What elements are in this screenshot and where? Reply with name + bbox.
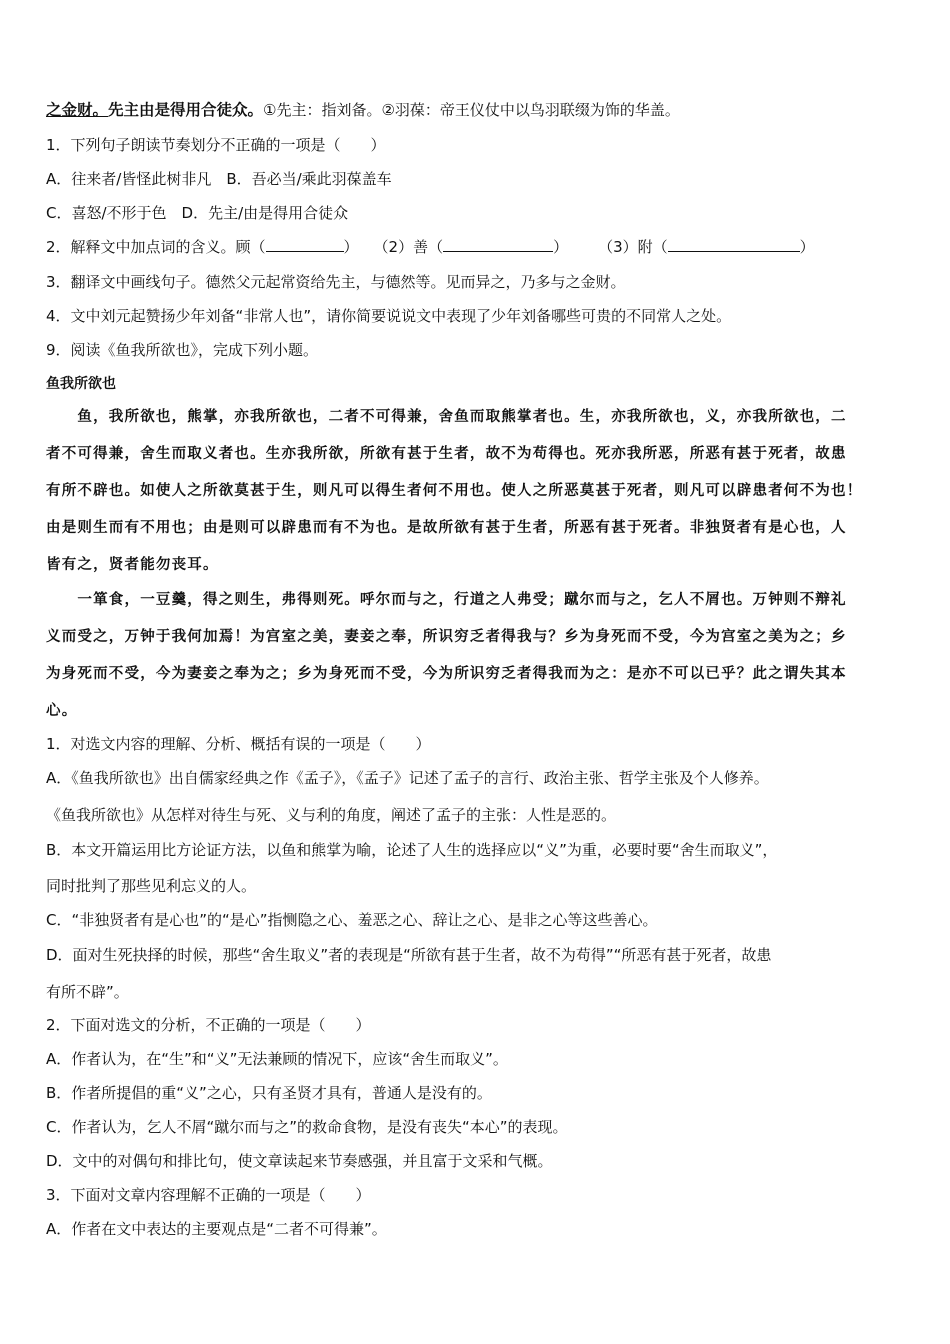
option-9-1-d-cont: 有所不辟”。: [46, 983, 129, 1001]
option-9-1-a: A．《鱼我所欲也》出自儒家经典之作《孟子》，《孟子》记述了孟子的言行、政治主张、哲学主张及个人修养。: [46, 769, 769, 787]
option-9-2-d: D．文中的对偶句和排比句，使文章读起来节奏感强，并且富于文采和气概。: [46, 1152, 553, 1170]
question-9-3: 3．下面对文章内容理解不正确的一项是（ ）: [46, 1186, 371, 1204]
passage-title: 鱼我所欲也: [46, 376, 116, 392]
passage-p1-line: 鱼，我所欲也，熊掌，亦我所欲也，二者不可得兼，舍鱼而取熊掌者也。生，亦我所欲也，义，亦我所欲也，二: [46, 408, 847, 425]
question-8-1-options-cd: C．喜怒/不形于色 D．先主/由是得用合徒众: [46, 204, 349, 222]
passage-p2-line: 为身死而不受，今为妻妾之奉为之；乡为身死而不受，今为所识穷乏者得我而为之：是亦不可以已乎？此之谓失其本: [46, 665, 847, 682]
option-9-3-a: A．作者在文中表达的主要观点是“二者不可得兼”。: [46, 1220, 387, 1238]
answer-blank-1[interactable]: [266, 237, 344, 252]
underlined-sentence: 之金财。: [46, 100, 109, 119]
question-9-1: 1．对选文内容的理解、分析、概括有误的一项是（ ）: [46, 735, 431, 753]
question-8-2: [46, 237, 815, 257]
footnotes: ①先主：指刘备。②羽葆：帝王仪仗中以鸟羽联缀为饰的华盖。: [263, 101, 680, 119]
intro-sentence: 先主由是得用合徒众。: [108, 100, 264, 119]
option-9-1-b: B．本文开篇运用比方论证方法，以鱼和熊掌为喻，论述了人生的选择应以“义”为重，必要时要“舍生而取义”，: [46, 841, 778, 859]
question-8-1-options-ab: A．往来者/皆怪此树非凡 B．吾必当/乘此羽葆盖车: [46, 170, 392, 188]
answer-blank-2[interactable]: [443, 237, 553, 252]
intro-line: [46, 100, 680, 120]
question-8-4: 4．文中刘元起赞扬少年刘备“非常人也”，请你简要说说文中表现了少年刘备哪些可贵的不同常人之处。: [46, 307, 732, 325]
option-9-1-a-cont: 《鱼我所欲也》从怎样对待生与死、义与利的角度，阐述了孟子的主张：人性是恶的。: [46, 806, 617, 824]
passage-p1-line: 有所不辟也。如使人之所欲莫甚于生，则凡可以得生者何不用也。使人之所恶莫甚于死者，则凡可以辟患者何不为也！: [46, 482, 863, 499]
option-9-2-c: C．作者认为，乞人不屑“蹴尔而与之”的救命食物，是没有丧失“本心”的表现。: [46, 1118, 568, 1136]
question-9-heading: 9．阅读《鱼我所欲也》，完成下列小题。: [46, 341, 319, 359]
question-8-2-part3: ） （3）附（: [553, 238, 668, 256]
passage-p1-line: 皆有之，贤者能勿丧耳。: [46, 556, 219, 573]
passage-p1-line: 由是则生而有不用也；由是则可以辟患而有不为也。是故所欲有甚于生者，所恶有甚于死者。非独贤者有是心也，人: [46, 519, 847, 536]
passage-p2-line: 心。: [46, 702, 78, 719]
passage-p2-line: 义而受之，万钟于我何加焉！为宫室之美，妻妾之奉，所识穷乏者得我与？乡为身死而不受，今为宫室之美为之；乡: [46, 628, 847, 645]
option-9-1-d: D．面对生死抉择的时候，那些“舍生取义”者的表现是“所欲有甚于生者，故不为苟得”“所恶有甚于死者，故患: [46, 946, 772, 964]
question-8-2-part4: ）: [799, 238, 815, 256]
question-8-2-part2: ） （2）善（: [343, 238, 444, 256]
option-9-2-a: A．作者认为，在“生”和“义”无法兼顾的情况下，应该“舍生而取义”。: [46, 1050, 508, 1068]
passage-p2-line: 一箪食，一豆羹，得之则生，弗得则死。呼尔而与之，行道之人弗受；蹴尔而与之，乞人不屑也。万钟则不辩礼: [46, 591, 847, 608]
option-9-1-c: C．“非独贤者有是心也”的“是心”指恻隐之心、羞恶之心、辞让之心、是非之心等这些善心。: [46, 911, 658, 929]
question-8-1: 1．下列句子朗读节奏划分不正确的一项是（ ）: [46, 136, 386, 154]
passage-p1-line: 者不可得兼，舍生而取义者也。生亦我所欲，所欲有甚于生者，故不为苟得也。死亦我所恶，所恶有甚于死者，故患: [46, 445, 847, 462]
option-9-2-b: B．作者所提倡的重“义”之心，只有圣贤才具有，普通人是没有的。: [46, 1084, 492, 1102]
question-9-2: 2．下面对选文的分析，不正确的一项是（ ）: [46, 1016, 371, 1034]
answer-blank-3[interactable]: [668, 237, 800, 252]
option-9-1-b-cont: 同时批判了那些见利忘义的人。: [46, 877, 257, 895]
question-8-2-part1: 2．解释文中加点词的含义。顾（: [46, 238, 266, 256]
question-8-3: 3．翻译文中画线句子。德然父元起常资给先主，与德然等。见而异之，乃多与之金财。: [46, 273, 626, 291]
